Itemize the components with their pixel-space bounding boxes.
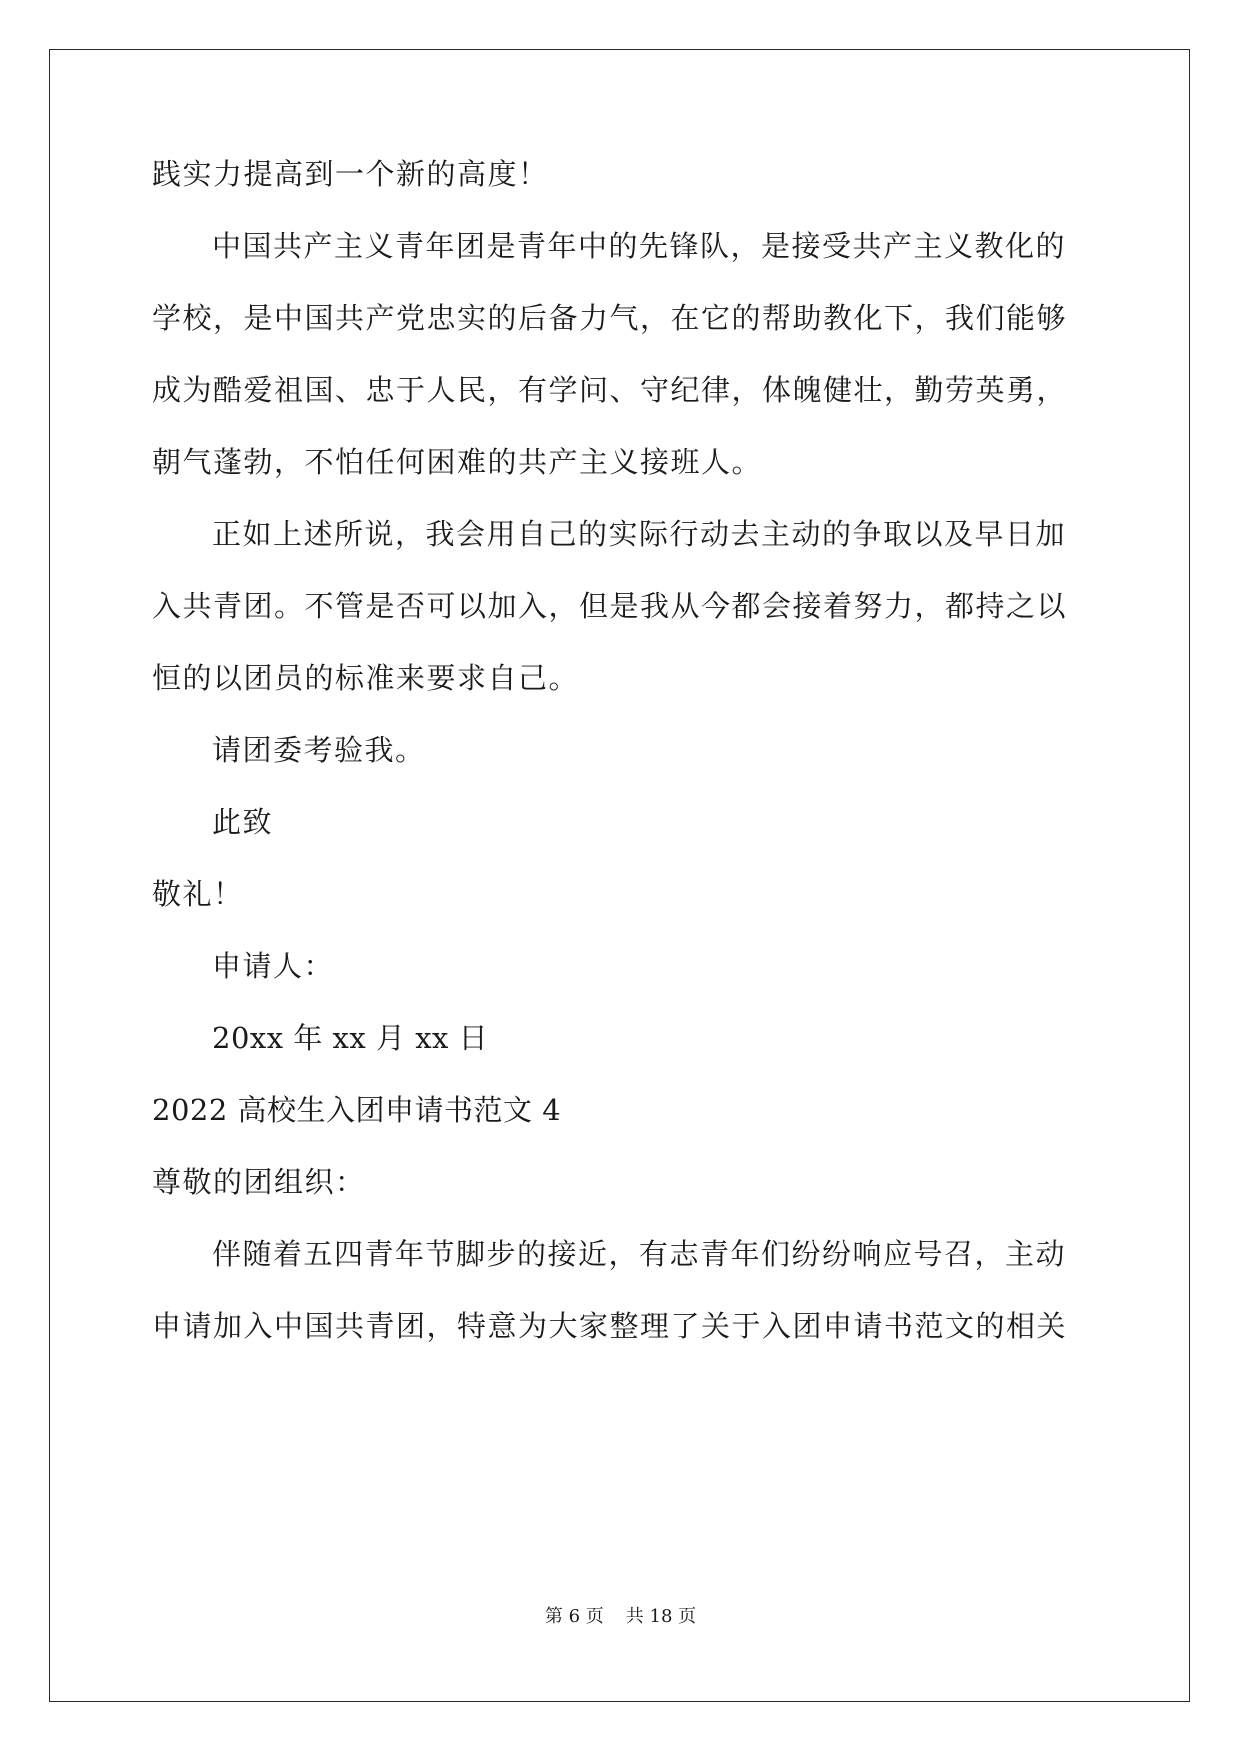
page-border	[49, 49, 1190, 1702]
paragraph-line: 学校，是中国共产党忠实的后备力气，在它的帮助教化下，我们能够	[152, 301, 1068, 335]
closing-salutation: 此致	[212, 805, 274, 839]
paragraph-line: 中国共产主义青年团是青年中的先锋队，是接受共产主义教化的	[212, 229, 1067, 263]
paragraph-line: 朝气蓬勃，不怕任何困难的共产主义接班人。	[152, 445, 763, 479]
page-number: 第 6 页	[544, 1606, 604, 1627]
letter-greeting: 尊敬的团组织：	[152, 1165, 366, 1199]
page-total: 共 18 页	[625, 1606, 697, 1627]
signature-applicant: 申请人：	[212, 949, 335, 983]
paragraph-line: 成为酷爱祖国、忠于人民，有学问、守纪律，体魄健壮，勤劳英勇，	[152, 373, 1068, 407]
paragraph-line: 申请加入中国共青团，特意为大家整理了关于入团申请书范文的相关	[152, 1309, 1068, 1343]
paragraph-line: 恒的以团员的标准来要求自己。	[152, 661, 580, 695]
paragraph-line: 践实力提高到一个新的高度！	[152, 157, 549, 191]
page-footer	[0, 1608, 1241, 1626]
paragraph-line: 入共青团。不管是否可以加入，但是我从今都会接着努力，都持之以	[152, 589, 1068, 623]
section-heading: 2022 高校生入团申请书范文 4	[152, 1093, 562, 1127]
signature-date: 20xx 年 xx 月 xx 日	[212, 1021, 489, 1055]
closing-salutation: 敬礼！	[152, 877, 244, 911]
paragraph-line: 正如上述所说，我会用自己的实际行动去主动的争取以及早日加	[212, 517, 1067, 551]
paragraph-line: 请团委考验我。	[212, 733, 426, 767]
paragraph-line: 伴随着五四青年节脚步的接近，有志青年们纷纷响应号召，主动	[212, 1237, 1067, 1271]
